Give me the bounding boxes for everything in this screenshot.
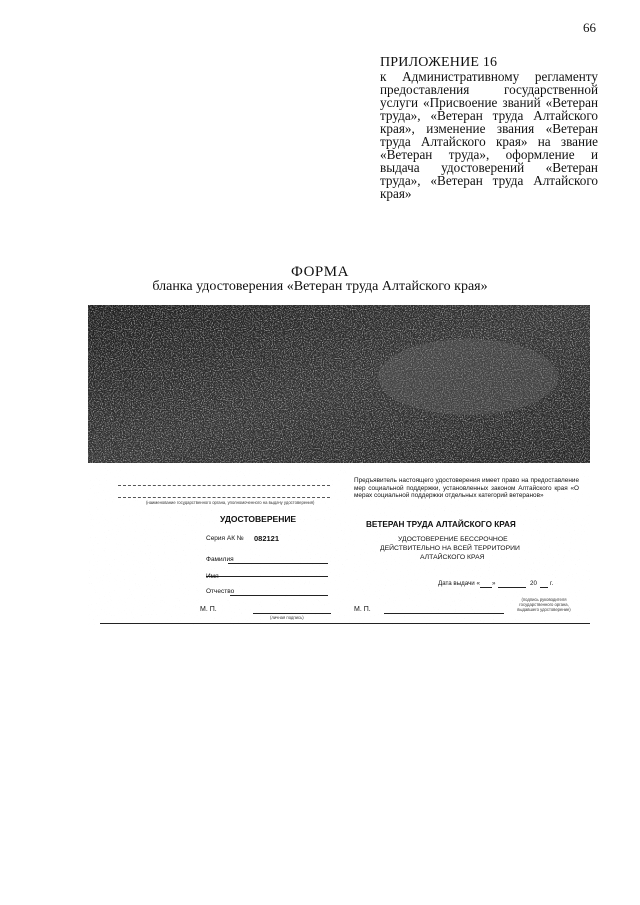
right-page-notice: Предъявитель настоящего удостоверения имеет право на предоставление мер социальной поддержки, установленных законом Алтайского края «О мерах социальной поддержки отдельных категорий ветеранов» [354,477,579,500]
signature-caption: (личная подпись) [270,615,304,620]
org-caption: (наименование государственного органа, уполномоченного на выдачу удостоверения) [146,500,315,505]
issue-date-label: Дата выдачи « [438,580,480,587]
surname-line [228,563,328,564]
patronymic-line [230,595,328,596]
certificate-cover-image [88,305,590,463]
spread-bottom-rule [100,623,590,624]
form-title: ФОРМА [291,264,349,280]
issue-date-mid: » [492,580,496,587]
cover-noise-texture [88,305,590,463]
validity-line-2: ДЕЙСТВИТЕЛЬНО НА ВСЕЙ ТЕРРИТОРИИ [380,545,520,552]
org-name-line-2 [118,497,330,498]
appendix-title: ПРИЛОЖЕНИЕ 16 [380,55,498,70]
name-label: Имя [206,573,219,580]
signature-line [253,613,331,614]
right-stamp-label: М. П. [354,606,371,613]
issue-year-line [540,587,548,588]
left-page-header: УДОСТОВЕРЕНИЕ [220,514,297,524]
appendix-text: к Административному регламенту предоставления государственной услуги «Присвоение званий «Ветеран труда», «Ветеран труда Алтайского края», изменение звания «Ветеран труда Алтайского края» на звание «Ветеран труда», оформление и выдача удостоверений «Ветеран труда», «Ветеран труда Алтайского края» [380,69,598,201]
series-number: 082121 [254,534,280,543]
org-name-line [118,485,330,486]
left-stamp-label: М. П. [200,606,217,613]
page-number: 66 [583,20,596,35]
surname-label: Фамилия [206,556,234,563]
certificate-inner-spread [88,463,590,625]
validity-line-1: УДОСТОВЕРЕНИЕ БЕССРОЧНОЕ [398,536,508,543]
right-page-header: ВЕТЕРАН ТРУДА АЛТАЙСКОГО КРАЯ [366,520,516,529]
official-caption: (подпись руководителя государственного органа, выдавшего удостоверение) [517,597,571,612]
series-label: Серия АК № [206,535,244,542]
appendix-block [380,56,598,200]
issue-date-year: 20 [530,580,537,587]
issue-date-suffix: г. [550,580,554,587]
issue-month-line [498,587,526,588]
patronymic-label: Отчество [206,588,235,595]
validity-line-3: АЛТАЙСКОГО КРАЯ [420,554,485,561]
form-subtitle: бланка удостоверения «Ветеран труда Алтайского края» [152,279,488,294]
issue-day-line [480,587,492,588]
surname-line-2 [206,576,328,577]
official-signature-line [384,613,504,614]
